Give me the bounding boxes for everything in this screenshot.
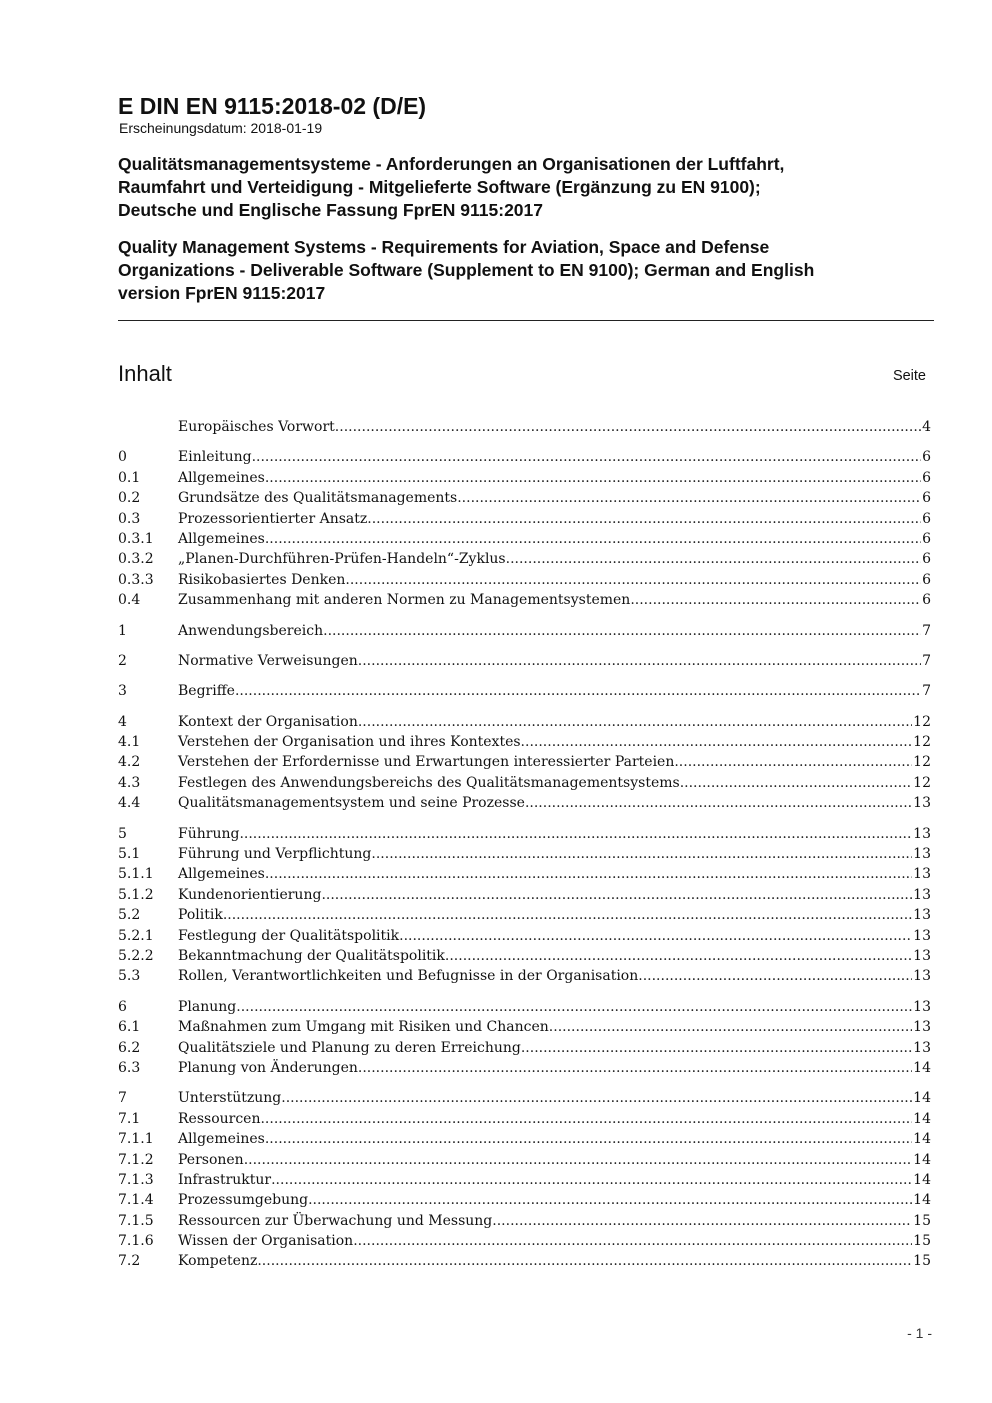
toc-entry[interactable]	[118, 468, 931, 488]
toc-entry-page: 7	[922, 622, 931, 639]
toc-entry[interactable]	[118, 570, 931, 590]
toc-entry[interactable]	[118, 447, 931, 467]
toc-entry-title: Allgemeines	[178, 530, 265, 547]
toc-entry-title: Normative Verweisungen	[178, 652, 358, 669]
toc-entry-number: 5	[118, 825, 127, 842]
toc-dot-leader	[265, 864, 912, 884]
toc-entry[interactable]	[118, 885, 931, 905]
toc-entry-number: 6.3	[118, 1059, 141, 1076]
toc-entry-page: 14	[913, 1171, 931, 1188]
toc-dot-leader	[521, 1038, 912, 1058]
toc-entry-number: 4.3	[118, 774, 141, 791]
toc-entry-title: Ressourcen	[178, 1110, 261, 1127]
toc-entry-page: 13	[913, 998, 931, 1015]
toc-entry-title: Qualitätsmanagementsystem und seine Prozesse	[178, 795, 525, 812]
toc-dot-leader	[265, 529, 921, 549]
toc-entry-page: 12	[913, 754, 931, 771]
toc-entry-title: „Planen-Durchführen-Prüfen-Handeln“-Zyklus	[178, 551, 506, 568]
toc-dot-leader	[630, 590, 921, 610]
toc-entry[interactable]	[118, 681, 931, 701]
toc-dot-leader	[680, 773, 912, 793]
toc-entry[interactable]	[118, 1150, 931, 1170]
toc-entry-page: 13	[913, 846, 931, 863]
german-title-line: Deutsche und Englische Fassung FprEN 9115:2017	[118, 200, 543, 220]
toc-entry-number: 5.2.2	[118, 947, 154, 964]
toc-entry-number: 0.3.1	[118, 530, 154, 547]
toc-entry-page: 4	[922, 419, 931, 435]
toc-dot-leader	[521, 732, 913, 752]
toc-entry-number: 0.2	[118, 490, 141, 507]
toc-entry-title: Allgemeines	[178, 1131, 265, 1148]
toc-entry-number: 5.2.1	[118, 927, 154, 944]
toc-entry-title: Rollen, Verantwortlichkeiten und Befugnisse in der Organisation	[178, 968, 639, 985]
toc-dot-leader	[358, 651, 921, 671]
toc-entry[interactable]	[118, 793, 931, 813]
toc-entry-page: 14	[913, 1090, 931, 1107]
toc-entry[interactable]	[118, 752, 931, 772]
toc-group	[118, 824, 931, 987]
toc-entry-page: 12	[913, 774, 931, 791]
toc-entry-title: Kompetenz	[178, 1253, 258, 1270]
toc-dot-leader	[265, 1129, 912, 1149]
toc-entry-number: 4.4	[118, 795, 141, 812]
toc-entry-page: 6	[922, 592, 931, 609]
toc-entry[interactable]	[118, 1170, 931, 1190]
toc-entry-page: 6	[922, 571, 931, 588]
toc-entry-page: 13	[913, 866, 931, 883]
german-title	[118, 153, 936, 222]
toc-dot-leader	[257, 1251, 912, 1271]
toc-entry-number: 6.1	[118, 1019, 141, 1036]
toc-entry-title: Verstehen der Erfordernisse und Erwartungen interessierter Parteien	[178, 754, 675, 771]
toc-entry[interactable]	[118, 1190, 931, 1210]
toc-entry[interactable]	[118, 773, 931, 793]
toc-entry-title: Unterstützung	[178, 1090, 282, 1107]
toc-entry[interactable]	[118, 549, 931, 569]
toc-group	[118, 417, 931, 437]
toc-entry-number: 4.2	[118, 754, 141, 771]
toc-entry-title: Qualitätsziele und Planung zu deren Erreichung	[178, 1039, 521, 1056]
toc-entry-title: Planung	[178, 998, 237, 1015]
toc-group	[118, 447, 931, 610]
english-title-line: Organizations - Deliverable Software (Supplement to EN 9100); German and English	[118, 260, 815, 280]
publication-date: Erscheinungsdatum: 2018-01-19	[119, 120, 323, 136]
toc-entry-number: 0.4	[118, 592, 141, 609]
toc-dot-leader	[457, 488, 921, 508]
toc-group	[118, 712, 931, 814]
toc-group	[118, 651, 931, 671]
toc-entry-number: 7.1.6	[118, 1233, 154, 1250]
toc-entry[interactable]	[118, 864, 931, 884]
toc-dot-leader	[549, 1017, 912, 1037]
toc-entry-page: 14	[913, 1131, 931, 1148]
toc-entry[interactable]	[118, 651, 931, 671]
toc-entry[interactable]	[118, 946, 931, 966]
toc-group	[118, 1088, 931, 1272]
toc-dot-leader	[445, 946, 912, 966]
toc-entry[interactable]	[118, 509, 931, 529]
toc-entry-title: Risikobasiertes Denken	[178, 571, 346, 588]
german-title-line: Raumfahrt und Verteidigung - Mitgelieferte Software (Ergänzung zu EN 9100);	[118, 177, 761, 197]
toc-dot-leader	[638, 966, 912, 986]
toc-entry[interactable]	[118, 732, 931, 752]
table-of-contents	[118, 417, 931, 1282]
toc-entry-page: 15	[913, 1212, 931, 1229]
toc-entry-title: Festlegung der Qualitätspolitik	[178, 927, 400, 944]
toc-entry-page: 13	[913, 886, 931, 903]
toc-entry-page: 14	[913, 1110, 931, 1127]
toc-entry-title: Europäisches Vorwort	[178, 419, 335, 435]
toc-entry[interactable]	[118, 1231, 931, 1251]
toc-entry-title: Personen	[178, 1151, 244, 1168]
toc-dot-leader	[236, 997, 912, 1017]
toc-entry-title: Verstehen der Organisation und ihres Kontextes	[178, 734, 521, 751]
toc-dot-leader	[492, 1211, 912, 1231]
toc-dot-leader	[260, 1109, 912, 1129]
english-title-line: Quality Management Systems - Requirements for Aviation, Space and Defense	[118, 237, 770, 257]
toc-heading: Inhalt	[118, 361, 172, 386]
toc-entry-title: Infrastruktur	[178, 1171, 272, 1188]
toc-dot-leader	[323, 621, 921, 641]
toc-entry[interactable]	[118, 966, 931, 986]
toc-dot-leader	[358, 1058, 912, 1078]
toc-entry-number: 7.1.1	[118, 1131, 154, 1148]
toc-entry-page: 14	[913, 1192, 931, 1209]
toc-entry[interactable]	[118, 1058, 931, 1078]
toc-entry-number: 5.2	[118, 907, 141, 924]
header-divider	[118, 320, 934, 321]
toc-entry-number: 7.1	[118, 1110, 141, 1127]
toc-entry-number: 0.3.3	[118, 571, 154, 588]
toc-entry-page: 13	[913, 1019, 931, 1036]
toc-entry-title: Ressourcen zur Überwachung und Messung	[178, 1212, 493, 1229]
toc-entry[interactable]	[118, 997, 931, 1017]
toc-dot-leader	[265, 468, 921, 488]
toc-dot-leader	[244, 1150, 912, 1170]
toc-dot-leader	[235, 681, 921, 701]
toc-entry[interactable]	[118, 1251, 931, 1271]
toc-entry[interactable]	[118, 1129, 931, 1149]
toc-entry-page: 14	[913, 1151, 931, 1168]
toc-entry-number: 3	[118, 683, 127, 700]
toc-dot-leader	[335, 417, 921, 437]
toc-entry-title: Prozessorientierter Ansatz	[178, 510, 368, 527]
toc-entry-title: Zusammenhang mit anderen Normen zu Managementsystemen	[178, 592, 631, 609]
toc-entry[interactable]	[118, 417, 931, 437]
toc-entry-number: 7.1.5	[118, 1212, 154, 1229]
toc-entry[interactable]	[118, 824, 931, 844]
toc-entry[interactable]	[118, 1211, 931, 1231]
toc-entry[interactable]	[118, 844, 931, 864]
toc-dot-leader	[271, 1170, 912, 1190]
toc-entry-page: 6	[922, 551, 931, 568]
document-header	[118, 92, 936, 305]
toc-entry-number: 7.2	[118, 1253, 141, 1270]
toc-entry-page: 13	[913, 947, 931, 964]
toc-entry-title: Prozessumgebung	[178, 1192, 309, 1209]
toc-entry-page: 15	[913, 1253, 931, 1270]
toc-entry-title: Maßnahmen zum Umgang mit Risiken und Chancen	[178, 1019, 549, 1036]
toc-entry-number: 7.1.4	[118, 1192, 154, 1209]
toc-dot-leader	[353, 1231, 912, 1251]
toc-entry-title: Planung von Änderungen	[178, 1059, 358, 1076]
toc-entry-title: Kundenorientierung	[178, 886, 322, 903]
toc-group	[118, 621, 931, 641]
toc-dot-leader	[308, 1190, 912, 1210]
toc-dot-leader	[371, 844, 912, 864]
toc-entry-page: 6	[922, 469, 931, 486]
toc-entry-number: 7	[118, 1090, 127, 1107]
toc-dot-leader	[321, 885, 912, 905]
toc-entry[interactable]	[118, 1017, 931, 1037]
toc-entry[interactable]	[118, 1088, 931, 1108]
toc-dot-leader	[223, 905, 912, 925]
toc-dot-leader	[525, 793, 912, 813]
toc-entry-page: 13	[913, 927, 931, 944]
toc-entry-title: Allgemeines	[178, 469, 265, 486]
toc-dot-leader	[252, 447, 922, 467]
toc-entry-page: 6	[922, 510, 931, 527]
toc-entry-page: 12	[913, 734, 931, 751]
toc-entry-number: 0.1	[118, 469, 141, 486]
toc-entry-number: 6	[118, 998, 127, 1015]
toc-entry-number: 5.3	[118, 968, 141, 985]
toc-entry-title: Grundsätze des Qualitätsmanagements	[178, 490, 458, 507]
toc-dot-leader	[358, 712, 912, 732]
toc-entry-title: Anwendungsbereich	[178, 622, 324, 639]
toc-entry-page: 7	[922, 652, 931, 669]
toc-entry-number: 0.3	[118, 510, 141, 527]
toc-entry-page: 6	[922, 530, 931, 547]
toc-entry-title: Allgemeines	[178, 866, 265, 883]
toc-entry-title: Führung	[178, 825, 240, 842]
toc-entry-number: 0	[118, 449, 127, 466]
toc-page-column-label: Seite	[892, 368, 926, 384]
toc-entry-page: 6	[922, 449, 931, 466]
toc-entry-number: 5.1	[118, 846, 141, 863]
toc-entry-title: Begriffe	[178, 683, 235, 700]
english-title	[118, 236, 936, 305]
toc-entry-number: 1	[118, 622, 127, 639]
toc-entry-title: Bekanntmachung der Qualitätspolitik	[178, 947, 445, 964]
toc-entry-page: 15	[913, 1233, 931, 1250]
toc-entry-title: Festlegen des Anwendungsbereichs des Qualitätsmanagementsystems	[178, 774, 680, 791]
toc-entry[interactable]	[118, 1038, 931, 1058]
toc-entry-page: 13	[913, 825, 931, 842]
page-number: - 1 -	[907, 1325, 932, 1341]
toc-header	[118, 360, 926, 388]
toc-dot-leader	[281, 1088, 912, 1108]
toc-entry-page: 14	[913, 1059, 931, 1076]
toc-entry-number: 5.1.1	[118, 866, 154, 883]
toc-dot-leader	[506, 549, 921, 569]
toc-entry-page: 12	[913, 713, 931, 730]
toc-entry-number: 7.1.3	[118, 1171, 154, 1188]
toc-entry-number: 2	[118, 652, 127, 669]
toc-entry-number: 4.1	[118, 734, 141, 751]
toc-dot-leader	[367, 509, 921, 529]
toc-entry-page: 6	[922, 490, 931, 507]
toc-entry-number: 0.3.2	[118, 551, 154, 568]
toc-group	[118, 681, 931, 701]
toc-entry-number: 4	[118, 713, 127, 730]
toc-entry-page: 7	[922, 683, 931, 700]
toc-entry-page: 13	[913, 1039, 931, 1056]
toc-entry[interactable]	[118, 488, 931, 508]
toc-entry-title: Wissen der Organisation	[178, 1233, 354, 1250]
toc-entry[interactable]	[118, 712, 931, 732]
toc-dot-leader	[399, 926, 912, 946]
toc-entry-page: 13	[913, 968, 931, 985]
toc-entry-title: Führung und Verpflichtung	[178, 846, 372, 863]
toc-dot-leader	[239, 824, 912, 844]
toc-entry-title: Einleitung	[178, 449, 252, 466]
toc-entry-number: 5.1.2	[118, 886, 154, 903]
toc-entry-number: 6.2	[118, 1039, 141, 1056]
toc-entry-page: 13	[913, 795, 931, 812]
toc-entry[interactable]	[118, 1109, 931, 1129]
toc-entry-title: Kontext der Organisation	[178, 713, 358, 730]
toc-dot-leader	[345, 570, 921, 590]
toc-entry[interactable]	[118, 905, 931, 925]
english-title-line: version FprEN 9115:2017	[118, 283, 326, 303]
toc-entry[interactable]	[118, 529, 931, 549]
document-title: E DIN EN 9115:2018-02 (D/E)	[118, 93, 427, 119]
toc-dot-leader	[674, 752, 912, 772]
toc-entry-page: 13	[913, 907, 931, 924]
toc-entry-number: 7.1.2	[118, 1151, 154, 1168]
toc-entry[interactable]	[118, 621, 931, 641]
toc-group	[118, 997, 931, 1079]
toc-entry-title: Politik	[178, 907, 223, 924]
toc-entry[interactable]	[118, 926, 931, 946]
toc-entry[interactable]	[118, 590, 931, 610]
german-title-line: Qualitätsmanagementsysteme - Anforderungen an Organisationen der Luftfahrt,	[118, 154, 785, 174]
